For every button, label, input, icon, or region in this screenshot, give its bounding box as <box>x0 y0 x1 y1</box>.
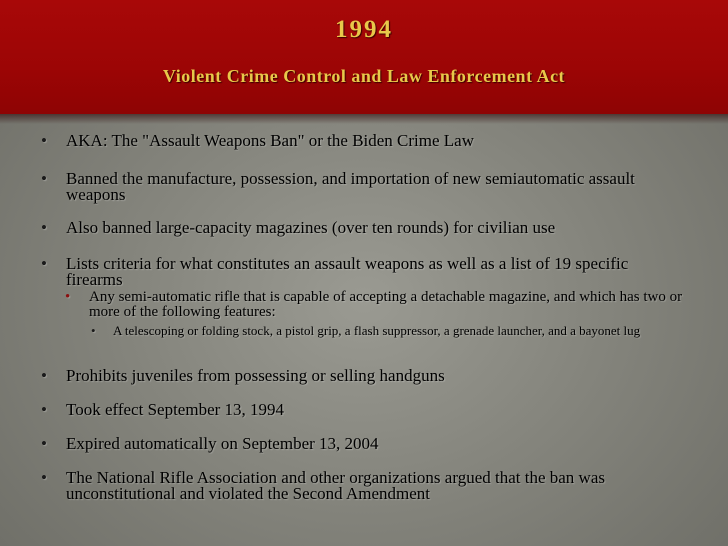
banner-shadow <box>0 114 728 124</box>
bullet-marker: • <box>41 131 47 150</box>
bullet-marker: • <box>41 468 47 487</box>
slide-title: 1994 <box>335 16 393 43</box>
bullet-text: Lists criteria for what constitutes an assault weapons as well as a list of 19 specific firearms <box>66 254 629 289</box>
sub-bullet-item <box>65 289 689 320</box>
bullet-text: AKA: The "Assault Weapons Ban" or the Biden Crime Law <box>66 131 475 150</box>
bullet-text: Prohibits juveniles from possessing or selling handguns <box>66 366 445 385</box>
sub-sub-bullet-item <box>91 323 688 338</box>
bullet-item <box>41 366 686 385</box>
bullet-marker: • <box>41 434 47 453</box>
bullet-text: Took effect September 13, 1994 <box>66 400 285 419</box>
sub-sub-bullet-marker: • <box>91 323 96 338</box>
slide-subtitle: Violent Crime Control and Law Enforcement Act <box>162 66 566 86</box>
bullet-marker: • <box>41 218 47 237</box>
bullet-item <box>41 218 686 237</box>
sub-bullet-marker: • <box>65 289 71 305</box>
bullet-text: The National Rifle Association and other organizations argued that the ban was unconstitutional and violated the Second Amendment <box>66 468 605 503</box>
bullet-item <box>41 400 686 419</box>
bullet-marker: • <box>41 366 47 385</box>
bullet-item <box>41 169 686 204</box>
bullet-marker: • <box>41 400 47 419</box>
bullet-item <box>41 468 686 503</box>
bullet-item <box>41 434 686 453</box>
bullet-text: Expired automatically on September 13, 2004 <box>66 434 379 453</box>
bullet-text: Also banned large-capacity magazines (over ten rounds) for civilian use <box>66 218 556 237</box>
bullet-text: Banned the manufacture, possession, and importation of new semiautomatic assault weapons <box>66 169 635 204</box>
sub-sub-bullet-text: A telescoping or folding stock, a pistol grip, a flash suppressor, a grenade launcher, and a bayonet lug <box>113 323 641 338</box>
bullet-marker: • <box>41 169 47 188</box>
bullet-item <box>41 131 686 150</box>
bullet-item <box>41 254 686 289</box>
sub-bullet-text: Any semi-automatic rifle that is capable of accepting a detachable magazine, and which has two or more of the following features: <box>89 289 683 320</box>
bullet-marker: • <box>41 254 47 273</box>
